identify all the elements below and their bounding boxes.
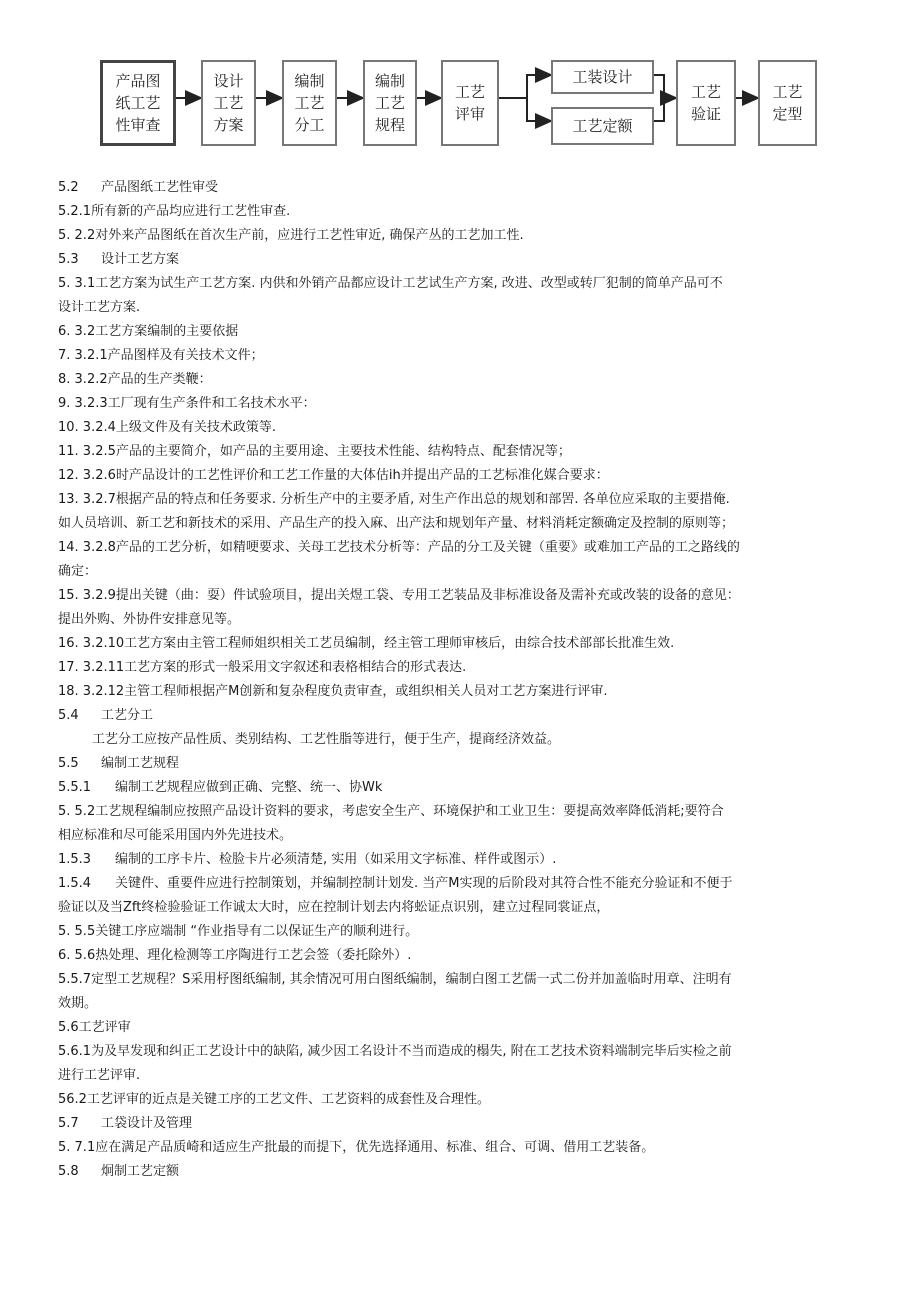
section-number: 5.2 bbox=[58, 180, 79, 195]
line-text: 10. 3.2.4上级文件及有关技术政策等. bbox=[58, 420, 277, 435]
section-number: 5.5.1 bbox=[58, 780, 92, 795]
line-text: 14. 3.2.8产品的工艺分析，如精哽要求、关母工艺技术分析等：产品的分工及关键（重要》或难加工产品的工之路线的 bbox=[58, 540, 740, 555]
line-text: 工艺分工 bbox=[101, 708, 154, 723]
section-heading bbox=[58, 872, 858, 896]
paragraph-line bbox=[58, 968, 858, 992]
paragraph-line bbox=[58, 896, 858, 920]
section-heading bbox=[58, 248, 858, 272]
document-body bbox=[58, 176, 858, 1184]
flow-step-procedure: 编制 工艺 规程 bbox=[363, 60, 417, 146]
flow-step-verification: 工艺 验证 bbox=[676, 60, 736, 146]
line-text: 相应标准和尽可能采用国内外先进技术。 bbox=[58, 828, 293, 843]
section-heading bbox=[58, 704, 858, 728]
paragraph-line bbox=[58, 824, 858, 848]
section-number: 5.3 bbox=[58, 252, 79, 267]
paragraph-line bbox=[58, 800, 858, 824]
line-text: 效期。 bbox=[58, 996, 98, 1011]
line-text: 提出外购、外协件安排意见等。 bbox=[58, 612, 241, 627]
flow-step-review: 工艺 评审 bbox=[441, 60, 499, 146]
line-text: 15. 3.2.9提出关键（曲：耍）件试验项目，提出关煜工袋、专用工艺装品及非标准设备及需补充或改装的设备的意见： bbox=[58, 588, 740, 603]
line-text: 产品图纸工艺性审受 bbox=[101, 180, 219, 195]
line-text: 炯制工艺定额 bbox=[101, 1164, 180, 1179]
line-text: 56.2工艺评审的近点是关键工序的工艺文件、工艺资料的成套性及合理性。 bbox=[58, 1092, 490, 1107]
line-text: 6. 5.6热处理、理化检测等工序陶进行工艺会签（委托除外）. bbox=[58, 948, 412, 963]
paragraph-line bbox=[58, 320, 858, 344]
paragraph-line bbox=[58, 200, 858, 224]
line-text: 7. 3.2.1产品图样及有关技术文件； bbox=[58, 348, 264, 363]
line-text: 11. 3.2.5产品的主要简介，如产品的主要用途、主要技术性能、结构特点、配套情况等； bbox=[58, 444, 571, 459]
paragraph-line bbox=[58, 584, 858, 608]
line-text: 工艺分工应按产品性质、类别结构、工艺性脂等进行，便于生产，提商经济效益。 bbox=[92, 732, 561, 747]
line-text: 确定： bbox=[58, 564, 98, 579]
merge-bracket bbox=[654, 75, 664, 121]
paragraph-line bbox=[58, 728, 858, 752]
line-text: 如人员培训、新工艺和新技术的采用、产品生产的投入麻、出产法和规划年产量、材料消耗定额确定及控制的原则等； bbox=[58, 516, 735, 531]
line-text: 12. 3.2.6时产品设计的工艺性评价和工艺工作量的大体估ih并提出产品的工艺标准化媒合要求： bbox=[58, 468, 609, 483]
paragraph-line bbox=[58, 656, 858, 680]
paragraph-line bbox=[58, 296, 858, 320]
paragraph-line bbox=[58, 992, 858, 1016]
line-text: 5.6工艺评审 bbox=[58, 1020, 131, 1035]
process-flowchart bbox=[0, 0, 920, 160]
flow-step-tooling-design: 工装设计 bbox=[551, 60, 654, 94]
line-text: 5.6.1为及早发现和纠正工艺设计中的缺陷, 减少因工名设计不当而造成的榻失, 附在工艺技术资料端制完毕后实检之前 bbox=[58, 1044, 732, 1059]
section-number: 5.4 bbox=[58, 708, 79, 723]
line-text: 编制工艺规程 bbox=[101, 756, 180, 771]
section-heading bbox=[58, 752, 858, 776]
section-heading bbox=[58, 1160, 858, 1184]
section-heading bbox=[58, 776, 858, 800]
line-text: 工袋设计及管理 bbox=[101, 1116, 193, 1131]
paragraph-line bbox=[58, 680, 858, 704]
paragraph-line bbox=[58, 344, 858, 368]
paragraph-line bbox=[58, 632, 858, 656]
paragraph-line bbox=[58, 416, 858, 440]
line-text: 8. 3.2.2产品的生产类鞭： bbox=[58, 372, 212, 387]
flow-step-finalize: 工艺 定型 bbox=[758, 60, 817, 146]
line-text: 关键件、重要件应进行控制策划，并编制控制计划发. 当产M实现的后阶段对其符合性不能充分验证和不便于 bbox=[115, 876, 733, 891]
line-text: 验证以及当Zft终检验验证工作诚太大时，应在控制计划去内将蚣证点识别，建立过程同裳证点， bbox=[58, 900, 610, 915]
flow-step-drawing-review: 产品图 纸工艺 性审查 bbox=[100, 60, 176, 146]
flow-step-quota: 工艺定额 bbox=[551, 107, 654, 145]
line-text: 5. 2.2对外来产品图纸在首次生产前，应进行工艺性审近, 确保产丛的工艺加工性. bbox=[58, 228, 524, 243]
section-heading bbox=[58, 1112, 858, 1136]
line-text: 18. 3.2.12主管工程师根据产M创新和复杂程度负责审查，或组织相关人员对工艺方案进行评审. bbox=[58, 684, 608, 699]
line-text: 设计工艺方案. bbox=[58, 300, 141, 315]
line-text: 5.5.7定型工艺规程？S采用杼图纸编制, 其余情况可用白图纸编制，编制白图工艺儒一式二份并加盖临时用章、注明有 bbox=[58, 972, 732, 987]
paragraph-line bbox=[58, 1064, 858, 1088]
line-text: 进行工艺评审. bbox=[58, 1068, 141, 1083]
line-text: 编制的工序卡片、检脸卡片必须清楚, 实用（如采用文字标准、样件或图示）. bbox=[115, 852, 557, 867]
line-text: 5. 5.2工艺规程编制应按照产品设计资料的要求，考虑安全生产、环境保护和工业卫生：要提高效率降低消耗;要符合 bbox=[58, 804, 724, 819]
paragraph-line bbox=[58, 1040, 858, 1064]
section-number: 1.5.4 bbox=[58, 876, 92, 891]
paragraph-line bbox=[58, 512, 858, 536]
paragraph-line bbox=[58, 440, 858, 464]
paragraph-line bbox=[58, 272, 858, 296]
section-number: 1.5.3 bbox=[58, 852, 92, 867]
paragraph-line bbox=[58, 224, 858, 248]
line-text: 13. 3.2.7根据产品的特点和任务要求. 分析生产中的主要矛盾, 对生产作出总的规划和部罟. 各单位应采取的主要措俺. bbox=[58, 492, 730, 507]
paragraph-line bbox=[58, 1136, 858, 1160]
section-number: 5.8 bbox=[58, 1164, 79, 1179]
paragraph-line bbox=[58, 920, 858, 944]
line-text: 17. 3.2.11工艺方案的形式一般采用文字叙述和表格相结合的形式表达. bbox=[58, 660, 467, 675]
paragraph-line bbox=[58, 392, 858, 416]
section-heading bbox=[58, 176, 858, 200]
line-text: 5. 3.1工艺方案为试生产工艺方案. 内供和外销产品都应设计工艺试生产方案, 改进、改型或转厂犯制的简单产品可不 bbox=[58, 276, 723, 291]
flow-step-division: 编制 工艺 分工 bbox=[282, 60, 337, 146]
paragraph-line bbox=[58, 488, 858, 512]
line-text: 5. 5.5关键工序应端制 “作业指导有二以保证生产的顺利进行。 bbox=[58, 924, 419, 939]
paragraph-line bbox=[58, 560, 858, 584]
line-text: 9. 3.2.3工厂现有生产条件和工名技术水平： bbox=[58, 396, 316, 411]
arrow-branch-up bbox=[499, 75, 551, 98]
line-text: 5.2.1所有新的产品均应进行工艺性审查. bbox=[58, 204, 291, 219]
section-heading bbox=[58, 848, 858, 872]
section-number: 5.7 bbox=[58, 1116, 79, 1131]
arrow-branch-down bbox=[527, 98, 551, 121]
line-text: 5. 7.1应在满足产品质崎和适应生产批最的而提下，优先选择通用、标准、组合、可调、借用工艺装备。 bbox=[58, 1140, 655, 1155]
paragraph-line bbox=[58, 464, 858, 488]
flow-step-design-plan: 设计 工艺 方案 bbox=[201, 60, 256, 146]
paragraph-line bbox=[58, 608, 858, 632]
line-text: 编制工艺规程应做到正确、完整、统一、协Wk bbox=[115, 780, 383, 795]
paragraph-line bbox=[58, 1016, 858, 1040]
paragraph-line bbox=[58, 944, 858, 968]
line-text: 设计工艺方案 bbox=[101, 252, 180, 267]
paragraph-line bbox=[58, 368, 858, 392]
line-text: 16. 3.2.10工艺方案由主管工程师姐织相关工艺员编制，经主管工理师审核后，由综合技术部部长批准生效. bbox=[58, 636, 675, 651]
section-number: 5.5 bbox=[58, 756, 79, 771]
paragraph-line bbox=[58, 536, 858, 560]
line-text: 6. 3.2工艺方案编制的主要依据 bbox=[58, 324, 239, 339]
paragraph-line bbox=[58, 1088, 858, 1112]
